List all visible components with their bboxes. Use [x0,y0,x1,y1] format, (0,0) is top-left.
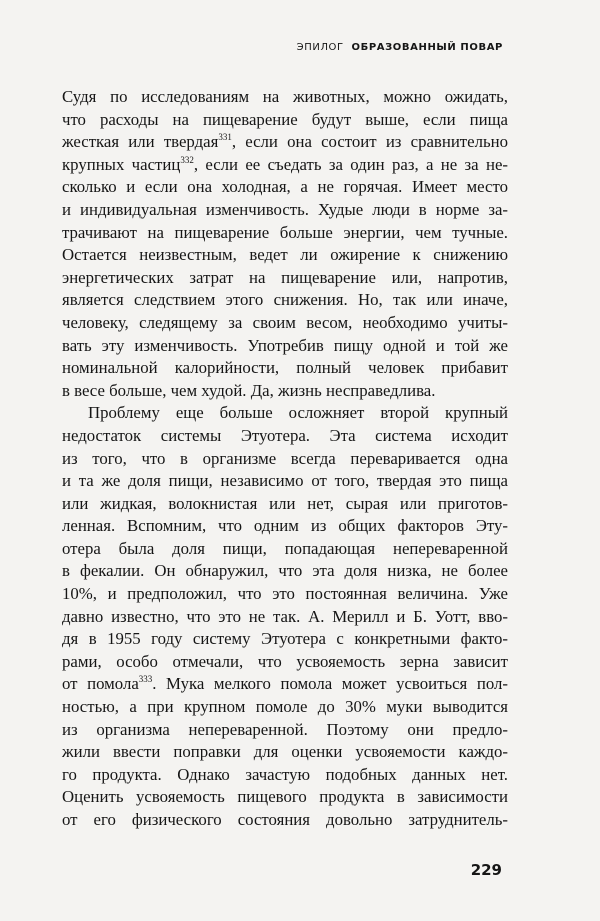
text-line: Оценить усвояемость пищевого продукта в зависимости [62,787,508,807]
text-line: от его физического состояния довольно затруднитель- [62,810,508,829]
footnote-ref[interactable]: 331 [218,132,232,143]
text-line: от помола$^{333}$. Мука мелкого помола может усвоиться пол- [62,674,508,694]
text-line: что расходы на пищеварение будут выше, если пища [62,109,508,129]
text-line: жили ввести поправки для оценки усвояемости каждо- [62,742,508,762]
text-line: давно известно, что это не так. А. Мерилл и Б. Уотт, вво- [62,606,508,626]
page-number: 229 [470,861,502,879]
text-line: жесткая или твердая$^{331}$, если она состоит из сравнительно [62,132,508,152]
footnote-ref[interactable]: 333 [138,674,153,685]
running-head [297,42,503,53]
text-line: Судя по исследованиям на животных, можно ожидать, [62,87,508,106]
running-head-section: ЭПИЛОГ [296,42,344,53]
text-line: является следствием этого снижения. Но, так или иначе, [62,290,508,310]
text-line: крупных частиц$^{332}$, если ее съедать за один раз, а не за не- [62,154,508,174]
text-line: из того, что в организме всегда переваривается одна [62,448,508,468]
text-line: го продукта. Однако зачастую подобных данных нет. [62,764,508,784]
text-line: Проблему еще больше осложняет второй крупный [88,403,508,423]
running-head-chapter: ОБРАЗОВАННЫЙ ПОВАР [351,42,503,53]
text-line: в фекалии. Он обнаружил, что эта доля низка, не более [62,561,508,581]
text-line: 10%, и предположил, что это постоянная величина. Уже [62,584,508,604]
text-line: сколько и если она холодная, а не горячая. Имеет место [62,177,508,197]
text-line: в весе больше, чем худой. Да, жизнь несправедлива. [62,380,436,400]
text-line: трачивают на пищеварение больше энергии, чем тучные. [62,222,508,242]
text-line: отера была доля пищи, попадающая непереваренной [62,538,508,558]
text-line: ностью, а при крупном помоле до 30% муки выводится [62,697,508,717]
text-line: вать эту изменчивость. Употребив пищу одной и той же [62,335,508,355]
text-line: или жидкая, волокнистая или нет, сырая или приготов- [62,493,508,513]
text-line: и та же доля пищи, независимо от того, твердая это пища [62,471,508,491]
text-line: рами, особо отмечали, что усвояемость зерна зависит [62,651,508,671]
text-line: ленная. Вспомним, что одним из общих факторов Эту- [62,516,508,536]
text-line: энергетических затрат на пищеварение или, напротив, [62,267,508,287]
text-line: дя в 1955 году систему Этуотера с конкретными факто- [62,629,508,649]
text-line: и индивидуальная изменчивость. Худые люди в норме за- [62,199,508,219]
text-line: недостаток системы Этуотера. Эта система исходит [62,425,508,445]
text-line: человеку, следящему за своим весом, необходимо учиты- [62,312,508,332]
text-line: Остается неизвестным, ведет ли ожирение к снижению [62,245,508,265]
body-text [62,86,508,832]
text-line: номинальной калорийности, полный человек прибавит [62,358,508,378]
footnote-ref[interactable]: 332 [180,154,194,165]
text-line: из организма непереваренной. Поэтому они предло- [62,719,508,739]
